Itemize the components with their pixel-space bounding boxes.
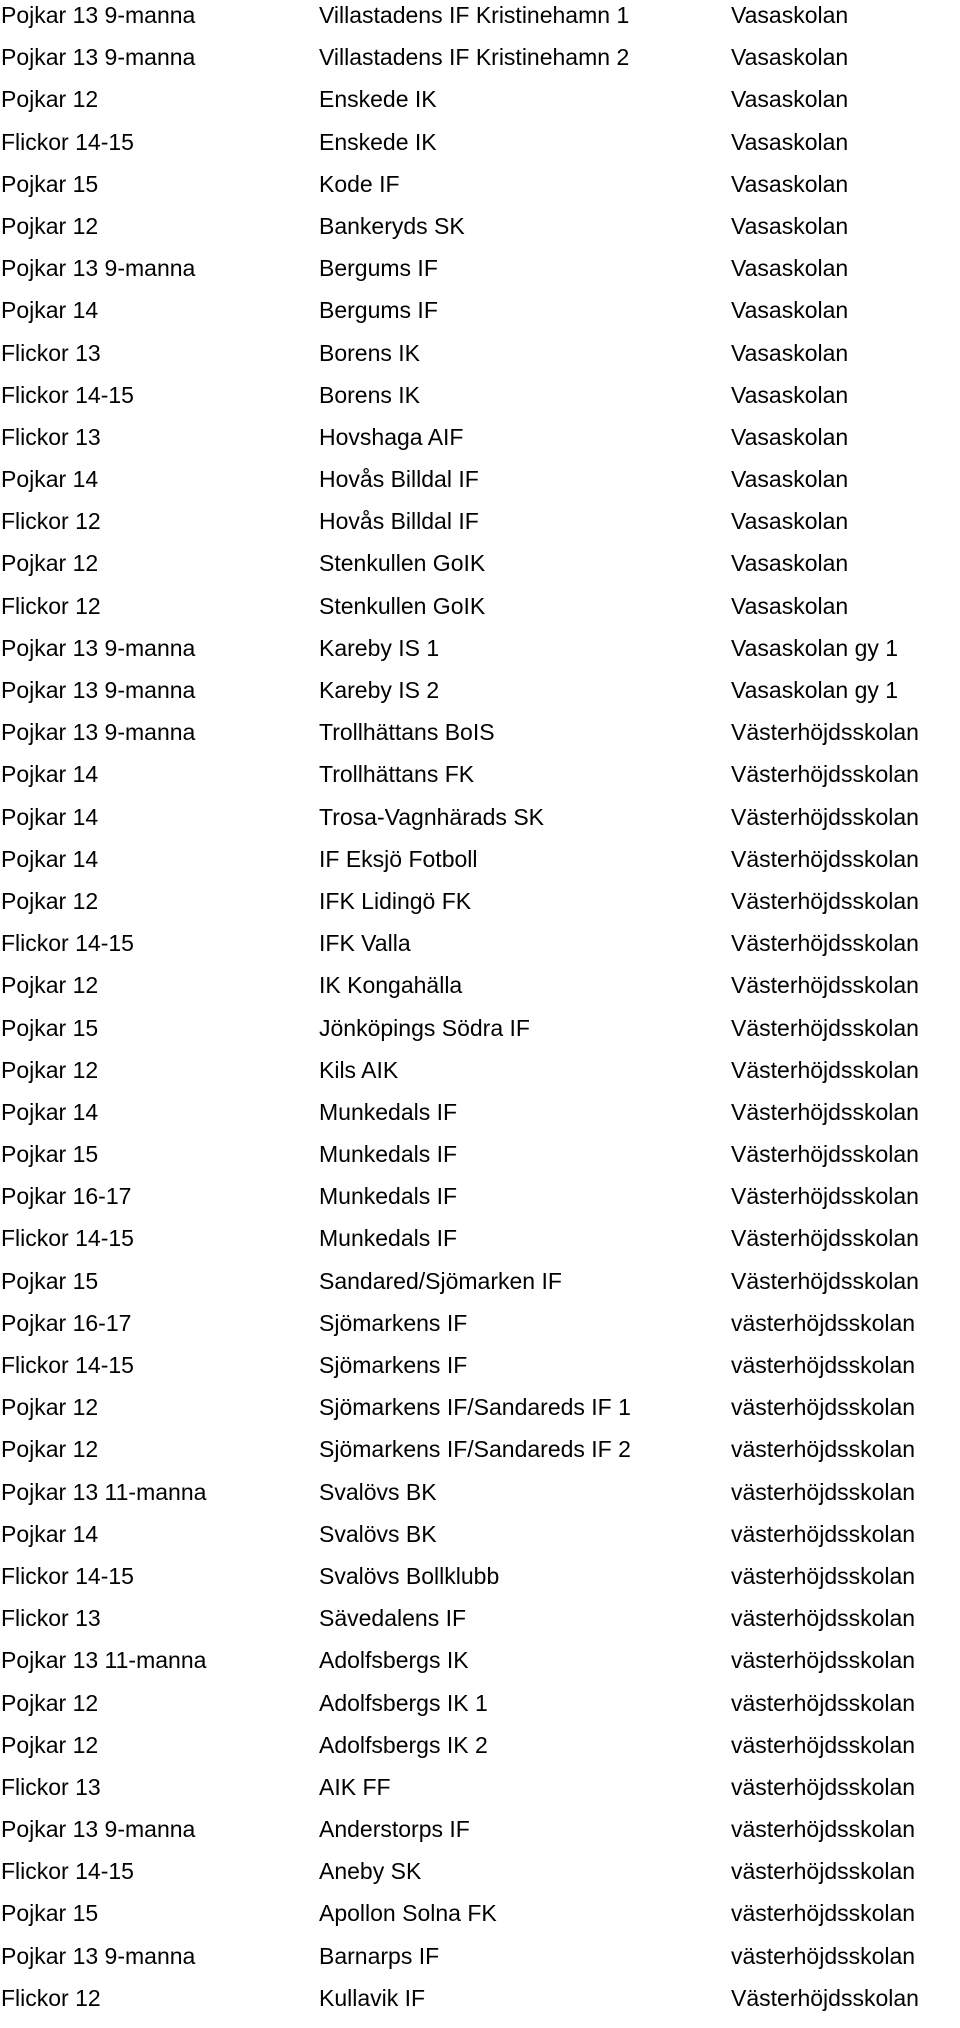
venue: västerhöjdsskolan xyxy=(731,1647,916,1674)
venue: Västerhöjdsskolan xyxy=(731,1098,919,1125)
age-class: Pojkar 13 9-manna xyxy=(1,44,196,71)
age-class: Flickor 13 xyxy=(1,1773,101,1800)
age-class: Pojkar 15 xyxy=(1,1267,99,1294)
team-name: Bergums IF xyxy=(319,255,438,282)
age-class: Pojkar 16-17 xyxy=(1,1183,132,1210)
list-item xyxy=(0,42,960,84)
age-class: Pojkar 15 xyxy=(1,1141,99,1168)
age-class: Pojkar 13 9-manna xyxy=(1,2,196,28)
list-item xyxy=(0,1645,960,1687)
team-name: Munkedals IF xyxy=(319,1141,458,1168)
venue: Västerhöjdsskolan xyxy=(731,1141,919,1168)
venue: västerhöjdsskolan xyxy=(731,1731,916,1758)
team-name: Sävedalens IF xyxy=(319,1605,467,1632)
venue: Vasaskolan gy 1 xyxy=(731,677,899,703)
venue: västerhöjdsskolan xyxy=(731,1352,916,1378)
list-item xyxy=(0,1181,960,1223)
team-name: AIK FF xyxy=(319,1773,391,1800)
age-class: Pojkar 12 xyxy=(1,86,99,113)
age-class: Pojkar 13 9-manna xyxy=(1,1816,196,1843)
venue: Västerhöjdsskolan xyxy=(731,972,919,999)
list-item xyxy=(0,380,960,422)
venue: Vasaskolan xyxy=(731,466,849,493)
age-class: Flickor 13 xyxy=(1,339,101,366)
team-name: Adolfsbergs IK 2 xyxy=(319,1731,488,1758)
age-class: Pojkar 14 xyxy=(1,845,99,872)
list-item xyxy=(0,1983,960,2025)
list-item xyxy=(0,1350,960,1392)
age-class: Flickor 14-15 xyxy=(1,930,134,957)
age-class: Pojkar 13 9-manna xyxy=(1,677,196,703)
venue: västerhöjdsskolan xyxy=(731,1689,916,1716)
age-class: Flickor 14-15 xyxy=(1,1225,134,1252)
team-name: Borens IK xyxy=(319,381,420,408)
venue: Västerhöjdsskolan xyxy=(731,1984,919,2011)
team-name: Trosa-Vagnhärads SK xyxy=(319,803,545,830)
list-item xyxy=(0,1519,960,1561)
list-item xyxy=(0,928,960,970)
list-item xyxy=(0,1434,960,1476)
list-item xyxy=(0,506,960,548)
list-item xyxy=(0,1308,960,1350)
age-class: Pojkar 13 9-manna xyxy=(1,634,196,661)
venue: Västerhöjdsskolan xyxy=(731,887,919,914)
list-item xyxy=(0,1603,960,1645)
list-item xyxy=(0,970,960,1012)
age-class: Pojkar 13 11-manna xyxy=(1,1647,207,1674)
team-name: Hovås Billdal IF xyxy=(319,508,479,535)
venue: Vasaskolan xyxy=(731,212,849,239)
team-name: Sjömarkens IF/Sandareds IF 1 xyxy=(319,1394,631,1421)
venue: västerhöjdsskolan xyxy=(731,1816,916,1843)
age-class: Flickor 12 xyxy=(1,592,101,619)
team-name: Sjömarkens IF/Sandareds IF 2 xyxy=(319,1436,631,1463)
team-name: IFK Lidingö FK xyxy=(319,887,472,914)
venue: västerhöjdsskolan xyxy=(731,1394,916,1421)
venue: Vasaskolan xyxy=(731,128,849,155)
venue: Västerhöjdsskolan xyxy=(731,719,919,746)
age-class: Pojkar 12 xyxy=(1,1436,99,1463)
venue: Vasaskolan xyxy=(731,423,849,450)
list-item xyxy=(0,1772,960,1814)
age-class: Pojkar 14 xyxy=(1,297,99,324)
venue: Västerhöjdsskolan xyxy=(731,1056,919,1083)
list-item xyxy=(0,1097,960,1139)
age-class: Pojkar 13 11-manna xyxy=(1,1478,207,1505)
list-item xyxy=(0,1941,960,1983)
list-item xyxy=(0,1223,960,1265)
team-name: IFK Valla xyxy=(319,930,411,957)
list-item xyxy=(0,633,960,675)
list-item xyxy=(0,127,960,169)
age-class: Pojkar 12 xyxy=(1,212,99,239)
team-name: Svalövs Bollklubb xyxy=(319,1562,500,1589)
venue: Västerhöjdsskolan xyxy=(731,803,919,830)
venue: Vasaskolan xyxy=(731,44,849,71)
venue: Vasaskolan xyxy=(731,170,849,197)
venue: västerhöjdsskolan xyxy=(731,1436,916,1463)
venue: västerhöjdsskolan xyxy=(731,1773,916,1800)
team-name: Enskede IK xyxy=(319,86,437,113)
age-class: Flickor 12 xyxy=(1,1984,101,2011)
list-item xyxy=(0,717,960,759)
age-class: Pojkar 12 xyxy=(1,1689,99,1716)
age-class: Pojkar 14 xyxy=(1,1520,99,1547)
venue: Vasaskolan xyxy=(731,381,849,408)
list-item xyxy=(0,84,960,126)
team-name: IF Eksjö Fotboll xyxy=(319,845,478,872)
list-item xyxy=(0,759,960,801)
team-name: Trollhättans FK xyxy=(319,761,475,788)
team-name: Adolfsbergs IK xyxy=(319,1647,469,1674)
venue: Vasaskolan xyxy=(731,255,849,282)
age-class: Pojkar 14 xyxy=(1,803,99,830)
venue: Västerhöjdsskolan xyxy=(731,1183,919,1210)
list-item xyxy=(0,1814,960,1856)
venue: västerhöjdsskolan xyxy=(731,1478,916,1505)
team-name: Adolfsbergs IK 1 xyxy=(319,1689,488,1716)
venue: Vasaskolan gy 1 xyxy=(731,634,899,661)
age-class: Pojkar 14 xyxy=(1,1098,99,1125)
team-name: Aneby SK xyxy=(319,1858,422,1885)
age-class: Pojkar 12 xyxy=(1,972,99,999)
age-class: Pojkar 12 xyxy=(1,550,99,577)
age-class: Pojkar 12 xyxy=(1,1394,99,1421)
age-class: Pojkar 16-17 xyxy=(1,1309,132,1336)
team-name: Kils AIK xyxy=(319,1056,399,1083)
venue: västerhöjdsskolan xyxy=(731,1520,916,1547)
venue: Vasaskolan xyxy=(731,86,849,113)
venue: Västerhöjdsskolan xyxy=(731,845,919,872)
venue: Vasaskolan xyxy=(731,2,849,28)
list-item xyxy=(0,0,960,42)
venue: Västerhöjdsskolan xyxy=(731,1267,919,1294)
venue: västerhöjdsskolan xyxy=(731,1900,916,1927)
age-class: Flickor 14-15 xyxy=(1,1858,134,1885)
age-class: Pojkar 14 xyxy=(1,466,99,493)
age-class: Pojkar 14 xyxy=(1,761,99,788)
age-class: Pojkar 15 xyxy=(1,170,99,197)
age-class: Flickor 14-15 xyxy=(1,1562,134,1589)
age-class: Pojkar 12 xyxy=(1,1056,99,1083)
list-item xyxy=(0,1392,960,1434)
team-name: Sandared/Sjömarken IF xyxy=(319,1267,562,1294)
list-item xyxy=(0,1477,960,1519)
age-class: Pojkar 13 9-manna xyxy=(1,719,196,746)
team-name: Bergums IF xyxy=(319,297,438,324)
team-name: Enskede IK xyxy=(319,128,437,155)
team-name: Anderstorps IF xyxy=(319,1816,470,1843)
team-name: Stenkullen GoIK xyxy=(319,592,486,619)
venue: västerhöjdsskolan xyxy=(731,1309,916,1336)
team-name: Apollon Solna FK xyxy=(319,1900,497,1927)
venue: Västerhöjdsskolan xyxy=(731,1014,919,1041)
team-name: Kode IF xyxy=(319,170,400,197)
list-item xyxy=(0,1856,960,1898)
venue: västerhöjdsskolan xyxy=(731,1942,916,1969)
age-class: Pojkar 13 9-manna xyxy=(1,1942,196,1969)
list-item xyxy=(0,1013,960,1055)
team-name: Jönköpings Södra IF xyxy=(319,1014,530,1041)
age-class: Pojkar 13 9-manna xyxy=(1,255,196,282)
age-class: Flickor 12 xyxy=(1,508,101,535)
list-item xyxy=(0,338,960,380)
venue: västerhöjdsskolan xyxy=(731,1605,916,1632)
team-name: Barnarps IF xyxy=(319,1942,440,1969)
team-name: Stenkullen GoIK xyxy=(319,550,486,577)
age-class: Flickor 14-15 xyxy=(1,1352,134,1378)
team-name: Kullavik IF xyxy=(319,1984,426,2011)
venue: Västerhöjdsskolan xyxy=(731,1225,919,1252)
list-item xyxy=(0,464,960,506)
team-name: IK Kongahälla xyxy=(319,972,463,999)
list-item xyxy=(0,1561,960,1603)
team-name: Borens IK xyxy=(319,339,420,366)
list-item xyxy=(0,844,960,886)
list-item xyxy=(0,675,960,717)
venue: Vasaskolan xyxy=(731,508,849,535)
age-class: Pojkar 15 xyxy=(1,1900,99,1927)
venue: Vasaskolan xyxy=(731,592,849,619)
team-name: Munkedals IF xyxy=(319,1183,458,1210)
team-name: Sjömarkens IF xyxy=(319,1352,468,1378)
team-name: Munkedals IF xyxy=(319,1098,458,1125)
team-name: Villastadens IF Kristinehamn 1 xyxy=(319,2,630,28)
team-name: Bankeryds SK xyxy=(319,212,465,239)
list-item xyxy=(0,548,960,590)
age-class: Pojkar 12 xyxy=(1,887,99,914)
list-item xyxy=(0,591,960,633)
team-name: Trollhättans BoIS xyxy=(319,719,495,746)
team-name: Munkedals IF xyxy=(319,1225,458,1252)
venue: Vasaskolan xyxy=(731,297,849,324)
team-name: Hovås Billdal IF xyxy=(319,466,479,493)
list-item xyxy=(0,1688,960,1730)
list-item xyxy=(0,1730,960,1772)
age-class: Flickor 14-15 xyxy=(1,381,134,408)
list-item xyxy=(0,886,960,928)
team-name: Kareby IS 2 xyxy=(319,677,440,703)
list-item xyxy=(0,1139,960,1181)
list-item xyxy=(0,1055,960,1097)
age-class: Flickor 13 xyxy=(1,423,101,450)
list-item xyxy=(0,1266,960,1308)
list-item xyxy=(0,169,960,211)
age-class: Pojkar 15 xyxy=(1,1014,99,1041)
team-name: Sjömarkens IF xyxy=(319,1309,468,1336)
age-class: Flickor 13 xyxy=(1,1605,101,1632)
team-name: Svalövs BK xyxy=(319,1520,437,1547)
team-name: Kareby IS 1 xyxy=(319,634,440,661)
team-name: Hovshaga AIF xyxy=(319,423,464,450)
venue: Vasaskolan xyxy=(731,339,849,366)
team-name: Svalövs BK xyxy=(319,1478,437,1505)
list-item xyxy=(0,1898,960,1940)
team-name: Villastadens IF Kristinehamn 2 xyxy=(319,44,630,71)
age-class: Pojkar 12 xyxy=(1,1731,99,1758)
venue: västerhöjdsskolan xyxy=(731,1562,916,1589)
venue: Vasaskolan xyxy=(731,550,849,577)
venue: Västerhöjdsskolan xyxy=(731,930,919,957)
list-item xyxy=(0,211,960,253)
list-item xyxy=(0,802,960,844)
venue: västerhöjdsskolan xyxy=(731,1858,916,1885)
list-item xyxy=(0,422,960,464)
list-item xyxy=(0,295,960,337)
venue: Västerhöjdsskolan xyxy=(731,761,919,788)
list-item xyxy=(0,253,960,295)
age-class: Flickor 14-15 xyxy=(1,128,134,155)
